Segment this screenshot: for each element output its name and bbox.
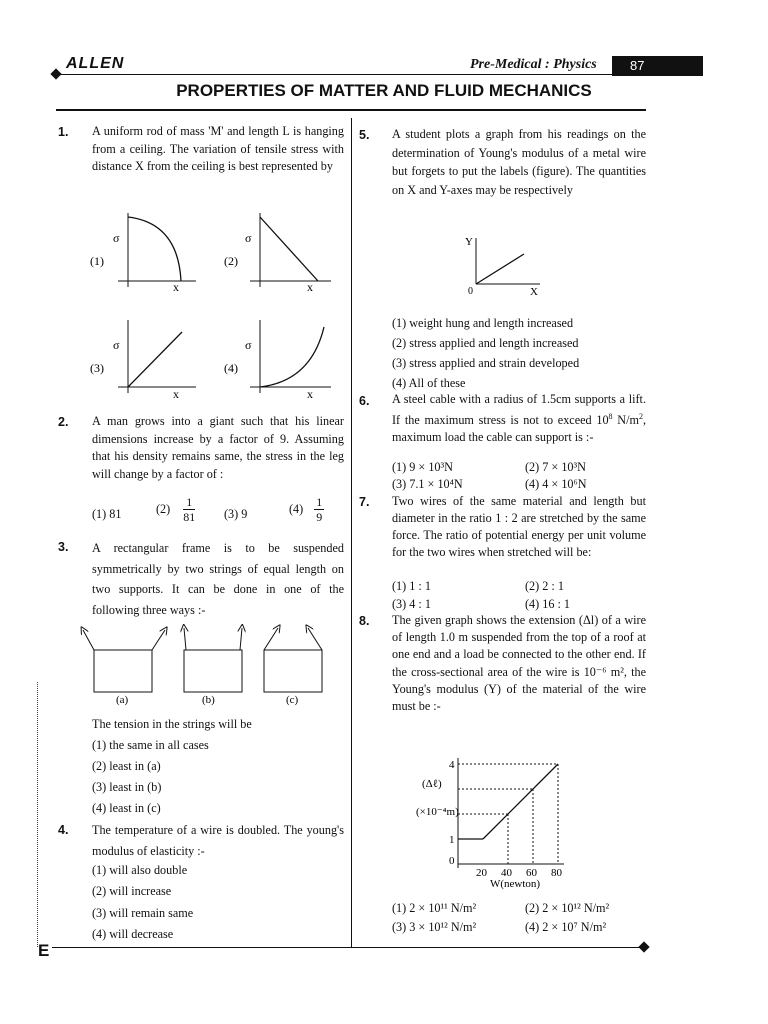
q3-option-1: (1) the same in all cases [92,738,209,752]
q8-text: The given graph shows the extension (Δl) of a wire of length 1.0 m suspended from the top of a roof at one end and a load be connected to the other end. If the cross-sectional area of the wire is 10⁻⁶ m², the Young's modulus (Y) of the material of the wire must be :- [392,613,646,714]
footer-diamond-right [638,941,649,952]
q3-fig-label-a: (a) [116,694,129,706]
q4-option-3: (3) will remain same [92,906,194,920]
q4-number: 4. [58,823,69,837]
q8-extension-chart [410,750,580,895]
q8-number: 8. [359,614,370,628]
q8-ytick-label: 0 [449,855,455,867]
q4-option-4: (4) will decrease [92,927,174,941]
q1-sigma-3: σ [113,338,120,352]
q2-option-2-label: (2) [156,502,171,516]
q6-option-4: (4) 4 × 10⁶N [525,477,587,491]
q1-graph-3 [118,320,196,393]
q1-graph-1 [118,213,196,287]
q5-option-1: (1) weight hung and length increased [392,316,574,330]
q4-text: The temperature of a wire is doubled. The young's modulus of elasticity :- [92,823,344,858]
q5-option-3: (3) stress applied and strain developed [392,356,580,370]
q1-graph-4 [250,320,331,393]
q1-label-2: (2) [224,254,238,268]
q1-label-1: (1) [90,254,104,268]
q7-text: Two wires of the same material and length but diameter in the ratio 1 : 2 are stretched by the same force. The ratio of potential energy per unit volume for the two wires when stretched will be: [392,494,646,559]
q8-ytick-label: 1 [449,834,455,846]
page-number: 87 [630,58,645,73]
q7-option-3: (3) 4 : 1 [392,597,431,611]
q5-origin: 0 [468,286,473,297]
q2-option-3: (3) 9 [224,507,248,521]
q2-number: 2. [58,415,69,429]
q6-option-1: (1) 9 × 10³N [392,460,453,474]
q1-text: A uniform rod of mass 'M' and length L is hanging from a ceiling. The variation of tensile stress with distance X from the ceiling is best represented by [92,124,344,173]
q1-x-2: x [307,280,313,294]
q5-number: 5. [359,128,370,142]
q6-option-3: (3) 7.1 × 10⁴N [392,477,463,491]
q8-option-2: (2) 2 × 10¹² N/m² [525,901,610,915]
q3-frame-a [83,630,165,692]
page-number-box [612,56,703,76]
q3-fig-label-c: (c) [286,694,299,706]
q1-label-4: (4) [224,361,238,375]
q2-text: A man grows into a giant such that his linear dimensions increase by a factor of 9. Assuming that his density remains same, the stress in the leg will change by a factor of : [92,414,344,481]
q2-option-1: (1) 81 [92,507,122,521]
column-divider [351,118,352,948]
q3-option-2: (2) least in (a) [92,759,161,773]
q4-option-1: (1) will also double [92,863,188,877]
q6-option-2: (2) 7 × 10³N [525,460,586,474]
q3-option-4: (4) least in (c) [92,801,161,815]
allen-logo: ALLEN [66,55,125,72]
q6-number: 6. [359,394,370,408]
q5-axis-y: Y [465,236,473,248]
q8-xlabel: W(newton) [490,878,541,890]
q8-option-1: (1) 2 × 10¹¹ N/m² [392,901,477,915]
q1-sigma-4: σ [245,338,252,352]
q8-xtick-label: 60 [526,867,537,879]
q5-graph [460,232,550,300]
q8-ylabel-1: (Δℓ) [422,778,442,790]
q5-option-2: (2) stress applied and length increased [392,336,579,350]
q3-number: 3. [58,540,69,554]
q7-number: 7. [359,495,370,509]
q7-option-2: (2) 2 : 1 [525,579,564,593]
q8-xtick-label: 80 [551,867,562,879]
q2-option-2-fraction: $\frac{1}{81}$ [183,495,196,524]
footer-rule [52,947,642,948]
q5-option-4: (4) All of these [392,376,466,390]
page-title: PROPERTIES OF MATTER AND FLUID MECHANICS [176,81,592,100]
q3-text: A rectangular frame is to be suspended symmetrically by two strings of equal length on two supports. It can be done in one of the following three ways :- [92,541,344,617]
q6-text: A steel cable with a radius of 1.5cm supports a lift. If the maximum stress is not to exceed $10^8$ $N/m^2$, maximum load the cable can support is :- [392,392,646,445]
q1-sigma-1: σ [113,231,120,245]
side-margin-strip [37,682,40,947]
q1-label-3: (3) [90,361,104,375]
q8-option-4: (4) 2 × 10⁷ N/m² [525,920,607,934]
q1-graphs [86,205,336,405]
q8-ytick-label: 4 [449,759,455,771]
q3-stem: The tension in the strings will be [92,717,252,731]
header-top-rule [58,74,612,75]
q2-option-2 [156,495,195,524]
header-subject: Pre-Medical : Physics [470,57,597,72]
q8-series-slope [483,764,558,839]
corner-letter: E [38,941,50,960]
title-underline [56,109,646,111]
q1-x-4: x [307,387,313,401]
q8-option-3: (3) 3 × 10¹² N/m² [392,920,477,934]
q3-frame-c [264,628,322,692]
q1-x-3: x [173,387,179,401]
q1-sigma-2: σ [245,231,252,245]
q8-ylabel-2: (×10⁻⁴m) [416,806,459,818]
q1-number: 1. [58,125,69,139]
q3-frames-figure [78,622,338,712]
q2-option-4 [289,495,324,524]
q5-text: A student plots a graph from his readings on the determination of Young's modulus of a metal wire but forgets to put the labels (figure). The quantities on X and Y-axes may be respectively [392,127,646,197]
q5-axis-x: X [530,286,538,298]
q7-option-4: (4) 16 : 1 [525,597,571,611]
q4-option-2: (2) will increase [92,884,172,898]
q3-fig-label-b: (b) [202,694,215,706]
q2-option-4-label: (4) [289,502,304,516]
q3-option-3: (3) least in (b) [92,780,162,794]
q8-xtick-label: 40 [501,867,512,879]
q8-xtick-label: 20 [476,867,487,879]
q2-option-4-fraction: $\frac{1}{9}$ [316,495,323,524]
q1-x-1: x [173,280,179,294]
q7-option-1: (1) 1 : 1 [392,579,431,593]
q1-graph-2 [250,213,331,287]
q3-frame-b [184,628,242,692]
